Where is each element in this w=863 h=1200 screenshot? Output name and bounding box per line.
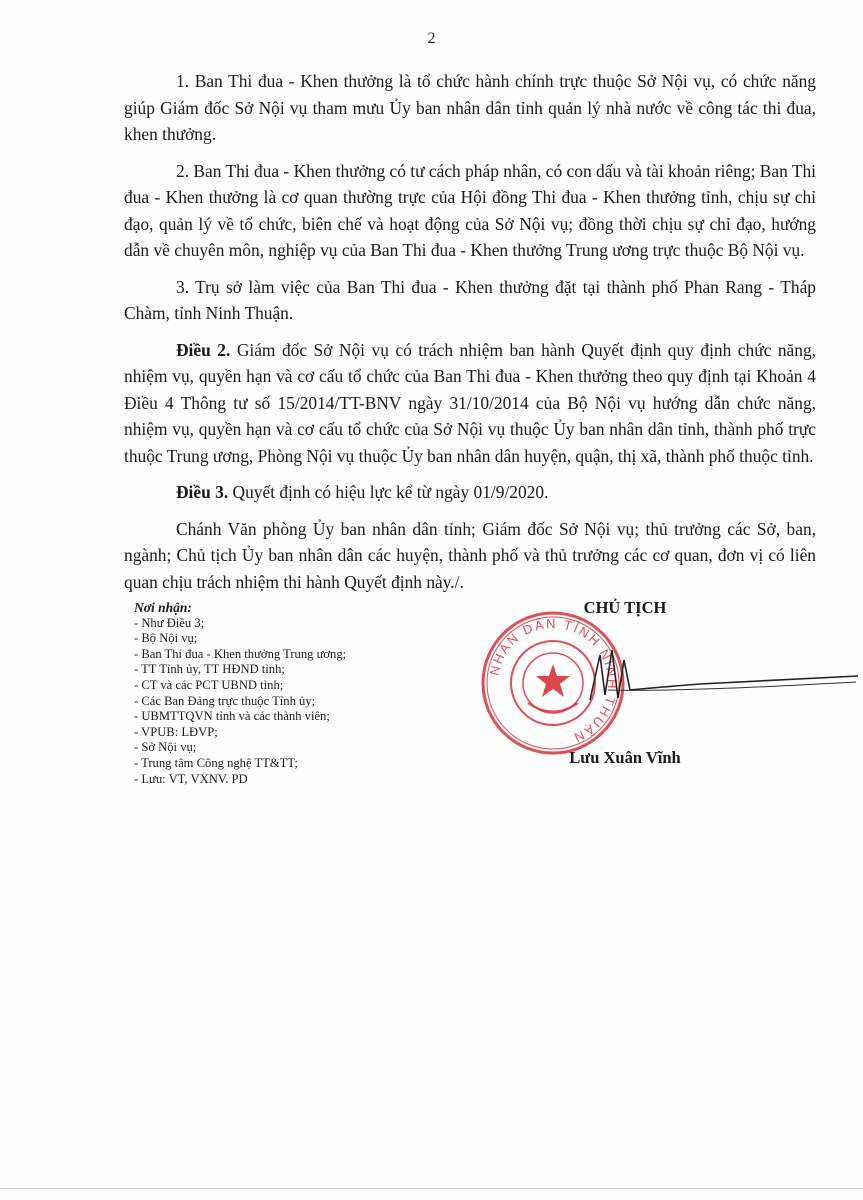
paragraph [124,516,816,596]
recipient-item: - Như Điều 3; [134,615,205,630]
paragraph [124,158,816,264]
article-2 [124,337,816,470]
recipient-item: - Các Ban Đảng trực thuộc Tỉnh ủy; [134,693,316,708]
handwritten-signature [560,640,860,720]
article-3 [124,479,816,506]
seal-text: NHÂN DÂN TỈNH NINH THUẬN [486,615,621,747]
article-heading: Điều 3. [176,482,229,502]
recipient-item: - VPUB: LĐVP; [134,724,218,739]
recipient-item: - TT Tỉnh ủy, TT HĐND tỉnh; [134,662,285,677]
recipient-item: - Bộ Nội vụ; [134,631,198,646]
recipient-item: - Ban Thi đua - Khen thưởng Trung ương; [134,646,347,661]
paragraph-text: 3. Trụ sở làm việc của Ban Thi đua - Khen thưởng đặt tại thành phố Phan Rang - Tháp Chàm, tỉnh Ninh Thuận. [124,276,816,323]
paragraph-text: 2. Ban Thi đua - Khen thưởng có tư cách pháp nhân, có con dấu và tài khoản riêng; Ban Thi đua - Khen thưởng là cơ quan thường trực của Hội đồng Thi đua - Khen thưởng tỉnh, chịu sự chỉ đạo, quản lý về tổ chức, biên chế và hoạt động của Sở Nội vụ; đồng thời chịu sự chỉ đạo, hướng dẫn về chuyên môn, nghiệp vụ của Ban Thi đua - Khen thưởng Trung ương trực thuộc Bộ Nội vụ. [124,160,816,260]
recipient-item: - Sở Nội vụ; [134,740,197,755]
page-number: 2 [427,30,436,47]
page-edge-line [0,1188,863,1189]
recipient-item: - Trung tâm Công nghệ TT&TT; [134,755,298,770]
signer-name: Lưu Xuân Vĩnh [569,748,681,767]
paragraph [124,68,816,148]
paragraph-text: Giám đốc Sở Nội vụ có trách nhiệm ban hành Quyết định quy định chức năng, nhiệm vụ, quyền hạn và cơ cấu tổ chức của Ban Thi đua - Khen thưởng theo quy định tại Khoản 4 Điều 4 Thông tư số 15/2014/TT-BNV ngày 31/10/2014 của Bộ Nội vụ hướng dẫn chức năng, nhiệm vụ, quyền hạn và cơ cấu tổ chức của Sở Nội vụ thuộc Ủy ban nhân dân tỉnh, thành phố trực thuộc Trung ương, Phòng Nội vụ thuộc Ủy ban nhân dân huyện, quận, thị xã, thành phố thuộc tỉnh. [124,339,816,466]
signer-title: CHỦ TỊCH [583,598,667,617]
recipient-item: - UBMTTQVN tỉnh và các thành viên; [134,709,330,724]
paragraph-text: Chánh Văn phòng Ủy ban nhân dân tỉnh; Giám đốc Sở Nội vụ; thủ trưởng các Sở, ban, ngành; Chủ tịch Ủy ban nhân dân các huyện, thành phố và thủ trưởng các cơ quan, đơn vị có liên quan chịu trách nhiệm thi hành Quyết định này./. [124,518,816,592]
document-body [124,68,816,605]
article-heading: Điều 2. [176,339,231,360]
paragraph-text: Quyết định có hiệu lực kể từ ngày 01/9/2020. [228,482,549,502]
recipients-title: Nơi nhận: [134,600,192,615]
recipient-item: - CT và các PCT UBND tỉnh; [134,677,284,692]
paragraph [124,274,816,327]
recipients-block [134,600,464,787]
paragraph-text: 1. Ban Thi đua - Khen thưởng là tổ chức hành chính trực thuộc Sở Nội vụ, có chức năng giúp Giám đốc Sở Nội vụ tham mưu Ủy ban nhân dân tỉnh quản lý nhà nước về công tác thi đua, khen thưởng. [124,71,816,144]
recipient-item: - Lưu: VT, VXNV. PD [134,771,248,786]
